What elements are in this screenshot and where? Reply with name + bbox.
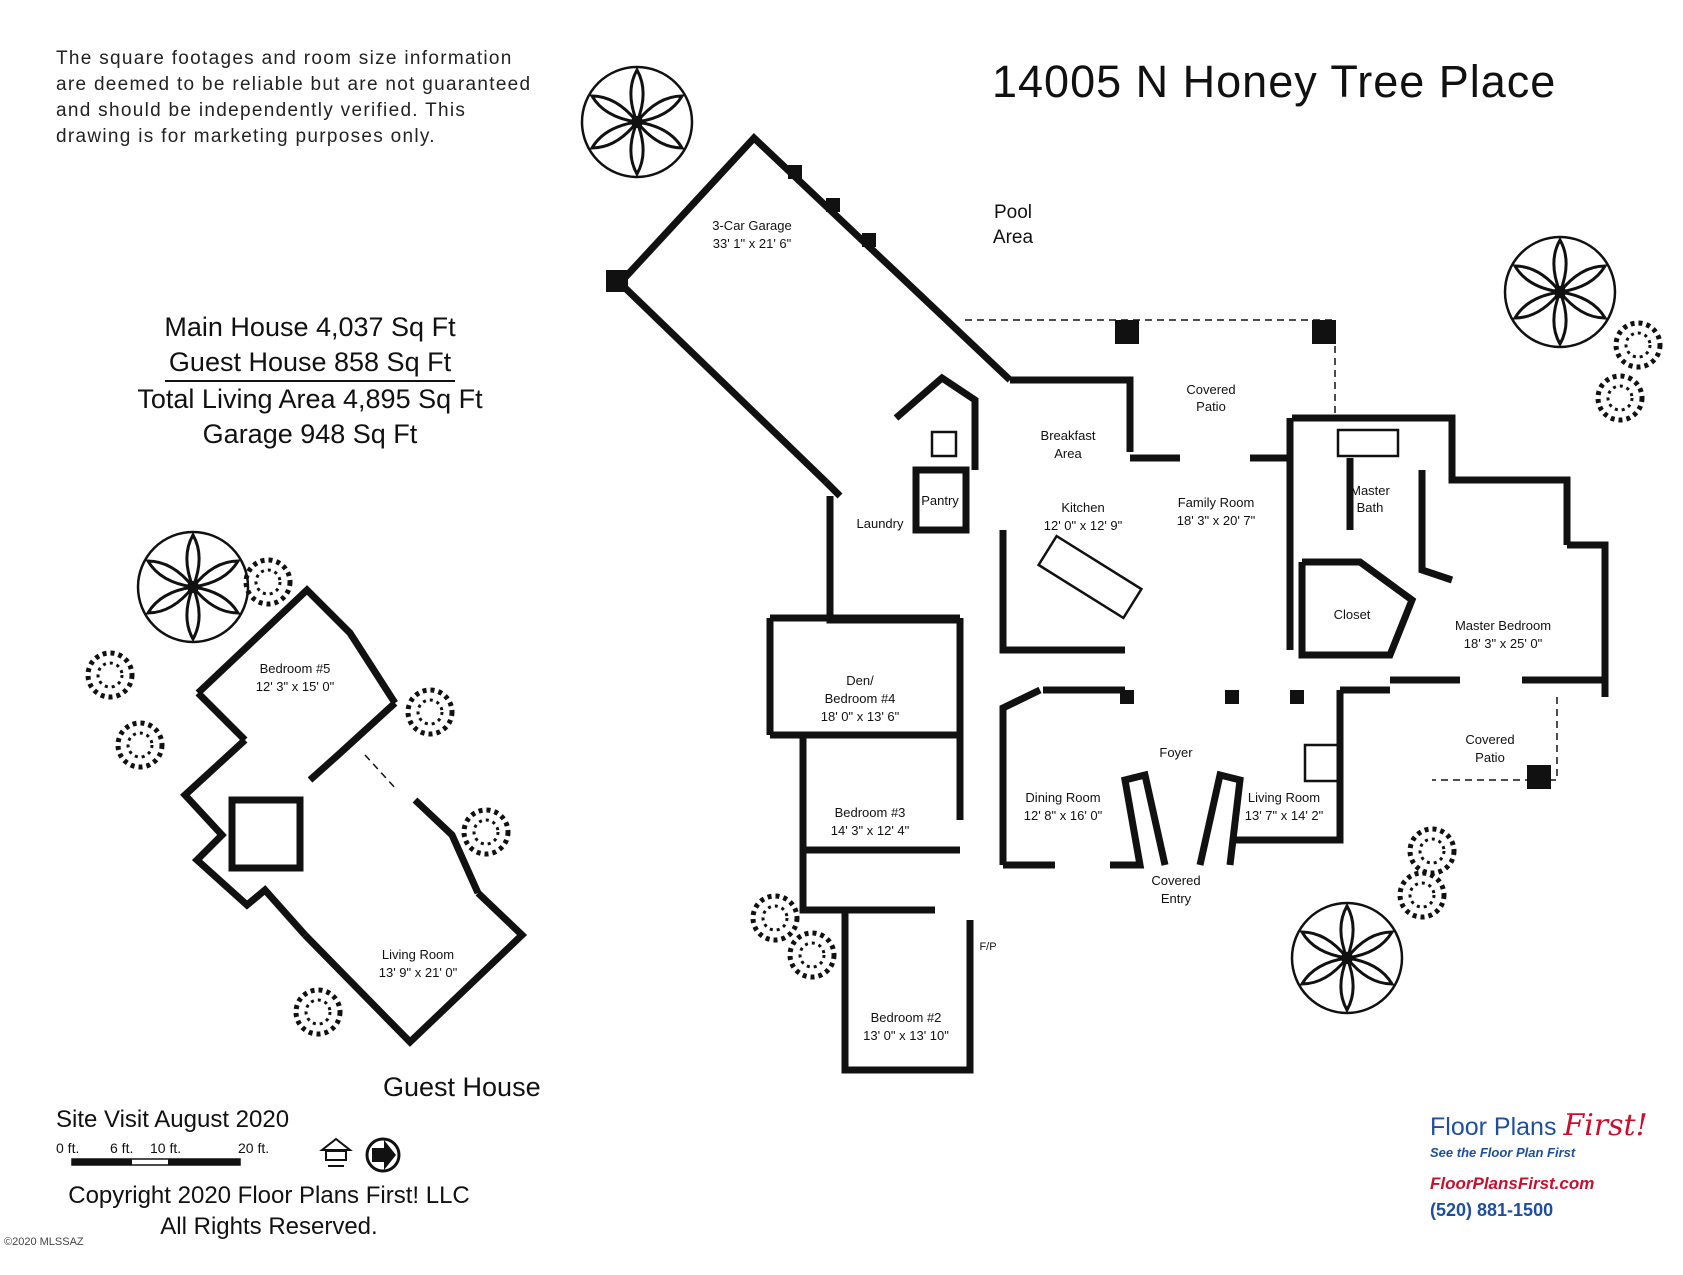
shrub-icon <box>246 560 290 604</box>
tree-icon <box>1505 237 1615 347</box>
guest-house-area: Guest House 858 Sq Ft <box>165 345 455 382</box>
guest-living-room-size: 13' 9" x 21' 0" <box>378 965 458 980</box>
bedroom-3-size: 14' 3" x 12' 4" <box>830 823 910 838</box>
guest-living-room-label: Living Room <box>381 947 455 962</box>
site-visit-date: Site Visit August 2020 <box>56 1106 290 1133</box>
breakfast-area-label-2: Area <box>1054 446 1082 461</box>
disclaimer-line: drawing is for marketing purposes only. <box>56 126 436 147</box>
copyright <box>54 1180 484 1242</box>
shrub-icon <box>118 723 162 767</box>
shrub-icon <box>1598 376 1642 420</box>
covered-entry-label-1: Covered <box>1151 873 1201 888</box>
kitchen-size: 12' 0" x 12' 9" <box>1043 518 1123 533</box>
copyright-line-1: Copyright 2020 Floor Plans First! LLC <box>68 1182 470 1209</box>
living-room-size: 13' 7" x 14' 2" <box>1244 808 1324 823</box>
garage-size: 33' 1" x 21' 6" <box>712 236 792 251</box>
disclaimer-line: are deemed to be reliable but are not guaranteed <box>56 74 532 95</box>
shrub-icon <box>790 933 834 977</box>
brand-phone: (520) 881-1500 <box>1430 1200 1554 1220</box>
copyright-line-2: All Rights Reserved. <box>160 1213 378 1240</box>
covered-entry-label-2: Entry <box>1160 891 1192 906</box>
main-house-area: Main House 4,037 Sq Ft <box>164 312 456 342</box>
shrub-icon <box>408 690 452 734</box>
covered-patio-label-2: Patio <box>1196 399 1226 414</box>
family-room-label: Family Room <box>1177 495 1255 510</box>
covered-patio-right-label-2: Patio <box>1475 750 1505 765</box>
master-bath-label-1: Master <box>1350 483 1390 498</box>
dining-room-size: 12' 8" x 16' 0" <box>1023 808 1103 823</box>
shrub-icon <box>296 990 340 1034</box>
shrub-icon <box>1400 873 1444 917</box>
brand-logo <box>1430 1108 1648 1143</box>
covered-patio-right-label-1: Covered <box>1465 732 1515 747</box>
guest-house-walls <box>185 590 522 1042</box>
mls-watermark: ©2020 MLSSAZ <box>4 1236 84 1248</box>
shrub-icon <box>1616 323 1660 367</box>
dining-room-label: Dining Room <box>1025 790 1101 805</box>
tree-icon <box>582 67 692 177</box>
shrub-icon <box>464 810 508 854</box>
tree-icon <box>138 532 248 642</box>
equal-housing-icon <box>322 1139 350 1166</box>
foyer-label: Foyer <box>1159 745 1193 760</box>
scale-tick-20: 20 ft. <box>238 1140 270 1156</box>
brand-name-accent: First! <box>1563 1108 1648 1143</box>
brand-name: Floor Plans <box>1430 1113 1557 1141</box>
disclaimer-line: The square footages and room size information <box>56 48 513 69</box>
living-room-label: Living Room <box>1247 790 1321 805</box>
disclaimer-line: and should be independently verified. This <box>56 100 467 121</box>
breakfast-area-label-1: Breakfast <box>1040 428 1096 443</box>
bedroom-5-label: Bedroom #5 <box>259 661 331 676</box>
garage-area: Garage 948 Sq Ft <box>202 419 418 449</box>
master-bedroom-size: 18' 3" x 25' 0" <box>1463 636 1543 651</box>
bedroom-2-size: 13' 0" x 13' 10" <box>863 1028 949 1043</box>
bedroom-2-label: Bedroom #2 <box>870 1010 942 1025</box>
pool-area-label-2: Area <box>992 227 1034 248</box>
pool-area-label-1: Pool <box>993 202 1033 223</box>
scale-bar <box>56 1140 269 1165</box>
shrub-icon <box>88 653 132 697</box>
brand-block <box>1430 1108 1648 1221</box>
property-address-title: 14005 N Honey Tree Place <box>992 56 1557 107</box>
scale-tick-10: 10 ft. <box>150 1140 182 1156</box>
master-bedroom-label: Master Bedroom <box>1454 618 1552 633</box>
tree-icon <box>1292 903 1402 1013</box>
bedroom-3-label: Bedroom #3 <box>834 805 906 820</box>
scale-tick-0: 0 ft. <box>56 1140 80 1156</box>
main-house-walls <box>620 138 1605 1070</box>
brand-tagline: See the Floor Plan First <box>1430 1145 1576 1160</box>
total-living-area: Total Living Area 4,895 Sq Ft <box>137 384 483 414</box>
brand-website: FloorPlansFirst.com <box>1430 1174 1595 1193</box>
den-size: 18' 0" x 13' 6" <box>820 709 900 724</box>
bedroom-5-size: 12' 3" x 15' 0" <box>255 679 335 694</box>
laundry-label: Laundry <box>856 516 904 531</box>
garage-label: 3-Car Garage <box>712 218 792 233</box>
family-room-size: 18' 3" x 20' 7" <box>1176 513 1256 528</box>
den-label-2: Bedroom #4 <box>824 691 896 706</box>
master-bath-label-2: Bath <box>1356 500 1384 515</box>
kitchen-label: Kitchen <box>1061 500 1105 515</box>
closet-label: Closet <box>1333 607 1371 622</box>
guest-house-label: Guest House <box>383 1072 541 1102</box>
pantry-label: Pantry <box>921 493 959 508</box>
shrub-icon <box>753 896 797 940</box>
den-label-1: Den/ <box>846 673 874 688</box>
fireplace-label: F/P <box>979 941 997 953</box>
covered-patio-label-1: Covered <box>1186 382 1236 397</box>
scale-tick-6: 6 ft. <box>110 1140 134 1156</box>
north-arrow-icon <box>367 1139 399 1171</box>
shrub-icon <box>1410 829 1454 873</box>
